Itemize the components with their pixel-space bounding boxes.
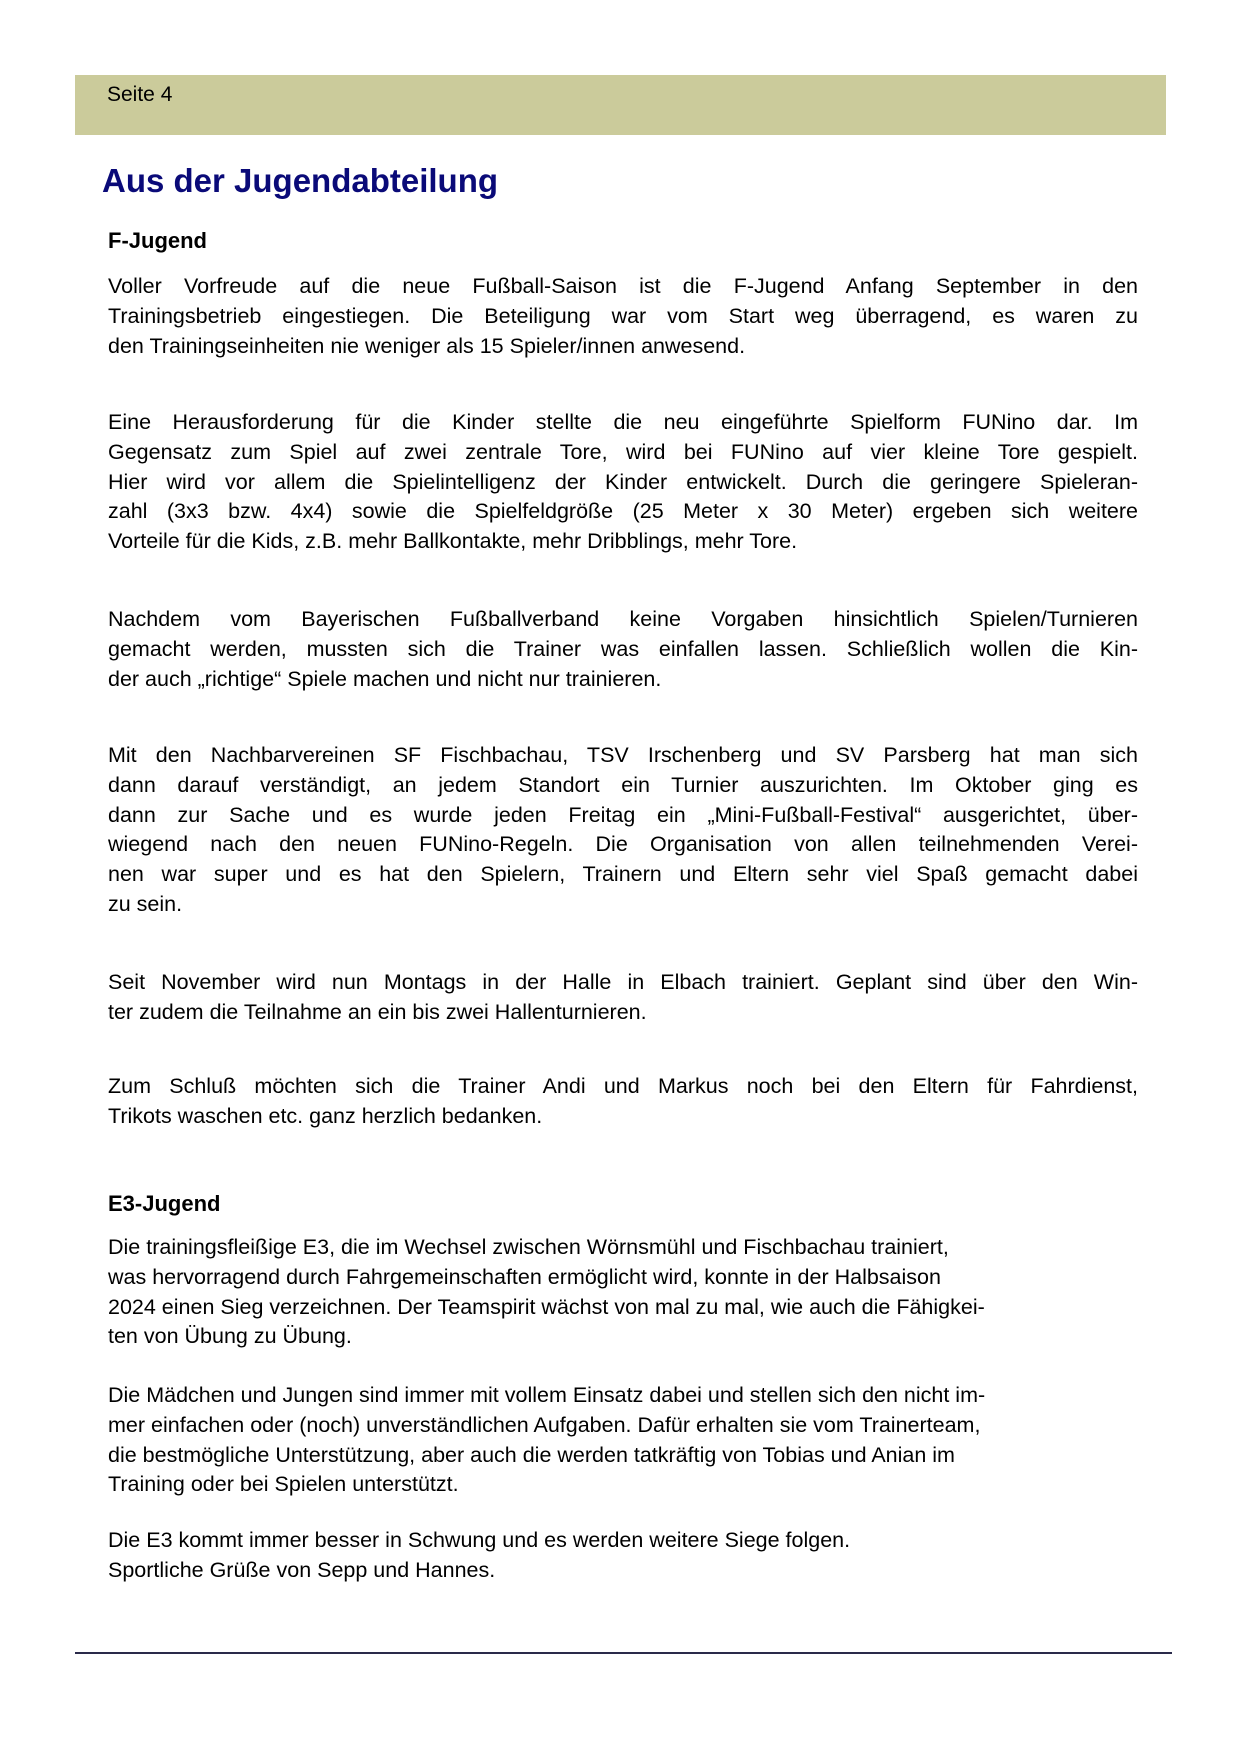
text-line: dann darauf verständigt, an jedem Standort ein Turnier auszurichten. Im Oktober ging es xyxy=(108,772,1138,797)
text-line: was hervorragend durch Fahrgemeinschaften ermöglicht wird, konnte in der Halbsaison xyxy=(108,1264,941,1289)
footer-divider xyxy=(75,1652,1172,1654)
text-line: Voller Vorfreude auf die neue Fußball-Saison ist die F-Jugend Anfang September in den xyxy=(108,274,1138,298)
text-line: zahl (3x3 bzw. 4x4) sowie die Spielfeldgröße (25 Meter x 30 Meter) ergeben sich weitere xyxy=(108,499,1138,524)
text-line: Nachdem vom Bayerischen Fußballverband keine Vorgaben hinsichtlich Spielen/Turnieren xyxy=(108,607,1138,631)
text-line: Die E3 kommt immer besser in Schwung und es werden weitere Siege folgen. xyxy=(108,1528,851,1552)
page-title: Aus der Jugendabteilung xyxy=(102,162,499,199)
paragraph xyxy=(108,272,1138,361)
text-line: Eine Herausforderung für die Kinder stellte die neu eingeführte Spielform FUNino dar. Im xyxy=(108,410,1138,434)
section-heading-e3-jugend: E3-Jugend xyxy=(108,1191,221,1216)
paragraph xyxy=(108,1233,1138,1352)
text-line: ten von Übung zu Übung. xyxy=(108,1324,352,1349)
text-line: der auch „richtige“ Spiele machen und nicht nur trainieren. xyxy=(108,666,662,691)
paragraph xyxy=(108,968,1138,1028)
paragraph xyxy=(108,1526,1138,1586)
text-line: ter zudem die Teilnahme an ein bis zwei Hallenturnieren. xyxy=(108,999,647,1024)
page-header-band xyxy=(75,75,1166,135)
text-line: gemacht werden, mussten sich die Trainer was einfallen lassen. Schließlich wollen die Kin- xyxy=(108,636,1138,661)
text-line: Seit November wird nun Montags in der Halle in Elbach trainiert. Geplant sind über den Win- xyxy=(108,970,1138,994)
section-heading-f-jugend: F-Jugend xyxy=(108,228,207,253)
text-line: nen war super und es hat den Spielern, Trainern und Eltern sehr viel Spaß gemacht dabei xyxy=(108,862,1138,887)
paragraph xyxy=(108,741,1138,920)
text-line: Trainingsbetrieb eingestiegen. Die Beteiligung war vom Start weg überragend, es waren zu xyxy=(108,303,1138,328)
text-line: Vorteile für die Kids, z.B. mehr Ballkontakte, mehr Dribblings, mehr Tore. xyxy=(108,529,798,554)
text-line: Mit den Nachbarvereinen SF Fischbachau, TSV Irschenberg und SV Parsberg hat man sich xyxy=(108,743,1138,767)
text-line: Gegensatz zum Spiel auf zwei zentrale Tore, wird bei FUNino auf vier kleine Tore gespielt. xyxy=(108,439,1138,464)
text-line: Die trainingsfleißige E3, die im Wechsel zwischen Wörnsmühl und Fischbachau trainiert, xyxy=(108,1235,949,1259)
text-line: mer einfachen oder (noch) unverständlichen Aufgaben. Dafür erhalten sie vom Trainerteam, xyxy=(108,1412,981,1437)
text-line: Hier wird vor allem die Spielintelligenz der Kinder entwickelt. Durch die geringere Spieleran- xyxy=(108,469,1138,494)
text-line: den Trainingseinheiten nie weniger als 15 Spieler/innen anwesend. xyxy=(108,333,746,358)
paragraph xyxy=(108,408,1138,557)
paragraph xyxy=(108,1072,1138,1132)
paragraph xyxy=(108,605,1138,694)
text-line: Training oder bei Spielen unterstützt. xyxy=(108,1472,459,1497)
text-line: Sportliche Grüße von Sepp und Hannes. xyxy=(108,1557,496,1582)
text-line: zu sein. xyxy=(108,891,183,916)
page-number: Seite 4 xyxy=(107,83,173,106)
text-line: 2024 einen Sieg verzeichnen. Der Teamspirit wächst von mal zu mal, wie auch die Fähigkei- xyxy=(108,1294,985,1319)
text-line: die bestmögliche Unterstützung, aber auch die werden tatkräftig von Tobias und Anian im xyxy=(108,1442,955,1467)
text-line: Trikots waschen etc. ganz herzlich bedanken. xyxy=(108,1103,543,1128)
text-line: wiegend nach den neuen FUNino-Regeln. Die Organisation von allen teilnehmenden Verei- xyxy=(108,832,1138,857)
text-line: Die Mädchen und Jungen sind immer mit vollem Einsatz dabei und stellen sich den nicht im- xyxy=(108,1383,986,1407)
text-line: Zum Schluß möchten sich die Trainer Andi und Markus noch bei den Eltern für Fahrdienst, xyxy=(108,1074,1138,1098)
text-line: dann zur Sache und es wurde jeden Freitag ein „Mini-Fußball-Festival“ ausgerichtet, über- xyxy=(108,802,1138,827)
paragraph xyxy=(108,1381,1138,1500)
